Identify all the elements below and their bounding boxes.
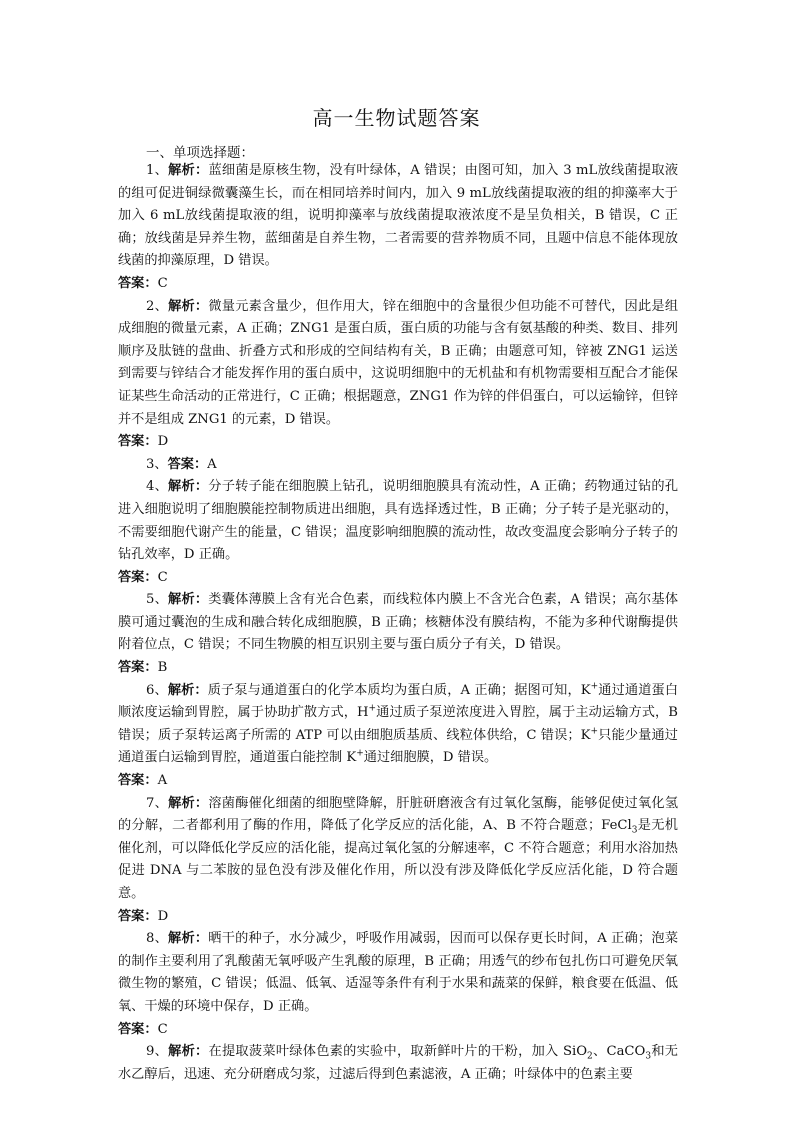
question-4-explanation: 4、解析：分子转子能在细胞膜上钻孔，说明细胞膜具有流动性，A 正确；药物通过钻的孔进入细胞说明了细胞膜能控制物质进出细胞，具有选择透过性，B 正确；分子转子是光驱动的，不需要细胞代谢产生的能量，C 错误；温度影响细胞膜的流动性，故改变温度会影响分子转子的钻孔效率，D 正确。 xyxy=(118,479,679,563)
question-5-explanation: 5、解析：类囊体薄膜上含有光合色素，而线粒体内膜上不含光合色素，A 错误；高尔基体膜可通过囊泡的生成和融合转化成细胞膜，B 正确；核糖体没有膜结构，不能为多种代谢酶提供附着位点，C 错误；不同生物膜的相互识别主要与蛋白质分子有关，D 错误。 xyxy=(118,592,679,653)
question-4-answer: 答案：C xyxy=(118,569,168,585)
answer-content xyxy=(118,160,678,1086)
question-9-explanation: 9、解析：在提取菠菜叶绿体色素的实验中，取新鲜叶片的干粉，加入 SiO$_2$、CaCO$_3$和无水乙醇后，迅速、充分研磨成匀浆，过滤后得到色素滤液，A 正确；叶绿体中的色素主要 xyxy=(118,1044,678,1082)
question-2-answer: 答案：D xyxy=(118,434,169,450)
question-6-explanation: 6、解析：质子泵与通道蛋白的化学本质均为蛋白质，A 正确；据图可知，K+通过通道蛋白顺浓度运输到胃腔，属于协助扩散方式，H+通过质子泵逆浓度进入胃腔，属于主动运输方式，B 错误；质子泵转运离子所需的 ATP 可以由细胞质基质、线粒体供给，C 错误；K+只能少量通过通道蛋白运输到胃腔，通道蛋白能控制 K+通过细胞膜，D 错误。 xyxy=(118,681,679,766)
question-7-answer: 答案：D xyxy=(118,908,169,924)
question-5-answer: 答案：B xyxy=(118,660,168,676)
question-2-explanation: 2、解析：微量元素含量少，但作用大，锌在细胞中的含量很少但功能不可替代，因此是组成细胞的微量元素，A 正确；ZNG1 是蛋白质，蛋白质的功能与含有氨基酸的种类、数目、排列顺序及肽链的盘曲、折叠方式和形成的空间结构有关，B 正确；由题意可知，锌被 ZNG1 运送到需要与锌结合才能发挥作用的蛋白质中，这说明细胞中的无机盐和有机物需要相互配合才能保证某些生命活动的正常进行，C 正确；根据题意，ZNG1 作为锌的伴侣蛋白，可以运输锌，但锌并不是组成 ZNG1 的元素，D 错误。 xyxy=(118,298,679,427)
page-title: 高一生物试题答案 xyxy=(312,106,481,130)
question-8-answer: 答案：C xyxy=(118,1021,168,1037)
question-1-explanation: 1、解析：蓝细菌是原核生物，没有叶绿体，A 错误；由图可知，加入 3 mL放线菌提取液的组可促进铜绿微囊藻生长，而在相同培养时间内，加入 9 mL放线菌提取液的组的抑藻率大于加入 6 mL放线菌提取液的组，说明抑藻率与放线菌提取液浓度不是呈负相关，B 错误，C 正确；放线菌是异养生物，蓝细菌是自养生物，二者需要的营养物质不同，且题中信息不能体现放线菌的抑藻原理，D 错误。 xyxy=(118,163,679,269)
question-6-answer: 答案：A xyxy=(118,773,168,789)
question-7-explanation: 7、解析：溶菌酶催化细菌的细胞壁降解，肝脏研磨液含有过氧化氢酶，能够促使过氧化氢的分解，二者都利用了酶的作用，降低了化学反应的活化能，A、B 不符合题意；FeCl$_3$是无机催化剂，可以降低化学反应的活化能，提高过氧化氢的分解速率，C 不符合题意；利用水浴加热促进 DNA 与二苯胺的显色没有涉及催化作用，所以没有涉及降低化学反应活化能，D 符合题意。 xyxy=(118,795,679,901)
question-3-answer: 3、答案：A xyxy=(146,456,217,472)
question-8-explanation: 8、解析：晒干的种子，水分减少，呼吸作用减弱，因而可以保存更长时间，A 正确；泡菜的制作主要利用了乳酸菌无氧呼吸产生乳酸的原理，B 正确；用透气的纱布包扎伤口可避免厌氧微生物的繁殖，C 错误；低温、低氧、适湿等条件有利于水果和蔬菜的保鲜，粮食要在低温、低氧、干燥的环境中保存，D 正确。 xyxy=(118,931,679,1014)
question-1-answer: 答案：C xyxy=(118,275,168,291)
section-heading: 一、单项选择题： xyxy=(146,145,254,161)
